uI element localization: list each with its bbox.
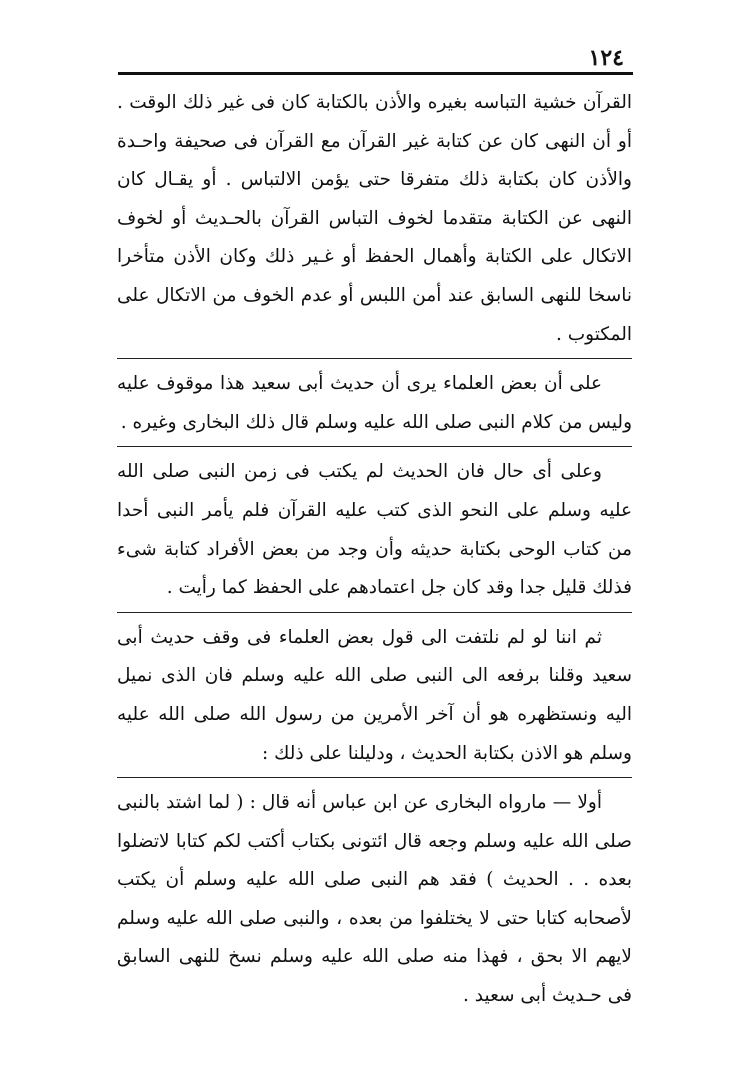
paragraph-divider	[117, 446, 632, 447]
paragraph-2: على أن بعض العلماء يرى أن حديث أبى سعيد هذا موقوف عليه وليس من كلام النبى صلى الله عليه وسلم قال ذلك البخارى وغيره .	[117, 373, 632, 433]
paragraph-divider	[117, 358, 632, 359]
paragraph-4: ثم اننا لو لم نلتفت الى قول بعض العلماء فى وقف حديث أبى سعيد وقلنا برفعه الى النبى صلى الله عليه وسلم فان الذى نميل اليه ونستظهره هو أن آخر الأمرين من رسول الله صلى الله عليه وسلم هو الاذن بكتابة الحديث ، ودليلنا على ذلك :	[117, 626, 632, 764]
page-number: ١٢٤	[588, 45, 624, 71]
paragraph-5: أولا — مارواه البخارى عن ابن عباس أنه قال : ( لما اشتد بالنبى صلى الله عليه وسلم وجعه قال ائتونى بكتاب أكتب لكم كتابا لاتضلوا بعده . . الحديث ) فقد هم النبى صلى الله عليه وسلم أن يكتب لأصحابه كتابا حتى لا يختلفوا من بعده ، والنبى صلى الله عليه وسلم لايهم الا بحق ، فهذا منه صلى الله عليه وسلم نسخ للنهى السابق فى حـديث أبى سعيد .	[117, 792, 632, 1007]
paragraph-1: القرآن خشية التباسه بغيره والأذن بالكتابة كان فى غير ذلك الوقت . أو أن النهى كان عن كتابة غير القرآن مع القرآن فى صحيفة واحـدة والأذن كان بكتابة ذلك متفرقا حتى يؤمن الالتباس . أو يقـال كان النهى عن الكتابة متقدما لخوف التباس القرآن بالحـديث أو لخوف الاتكال على الكتابة وأهمال الحفظ أو غـير ذلك وكان الأذن متأخرا ناسخا للنهى السابق عند أمن اللبس أو عدم الخوف من الاتكال على المكتوب .	[117, 92, 632, 345]
body-text	[117, 84, 632, 1016]
paragraph-divider	[117, 777, 632, 778]
paragraph-divider	[117, 612, 632, 613]
paragraph-3: وعلى أى حال فان الحديث لم يكتب فى زمن النبى صلى الله عليه وسلم على النحو الذى كتب عليه القرآن فلم يأمر النبى أحدا من كتاب الوحى بكتابة حديثه وأن وجد من بعض الأفراد كتابة شىء فذلك قليل جدا وقد كان جل اعتمادهم على الحفظ كما رأيت .	[117, 461, 632, 599]
header-rule	[118, 72, 633, 75]
